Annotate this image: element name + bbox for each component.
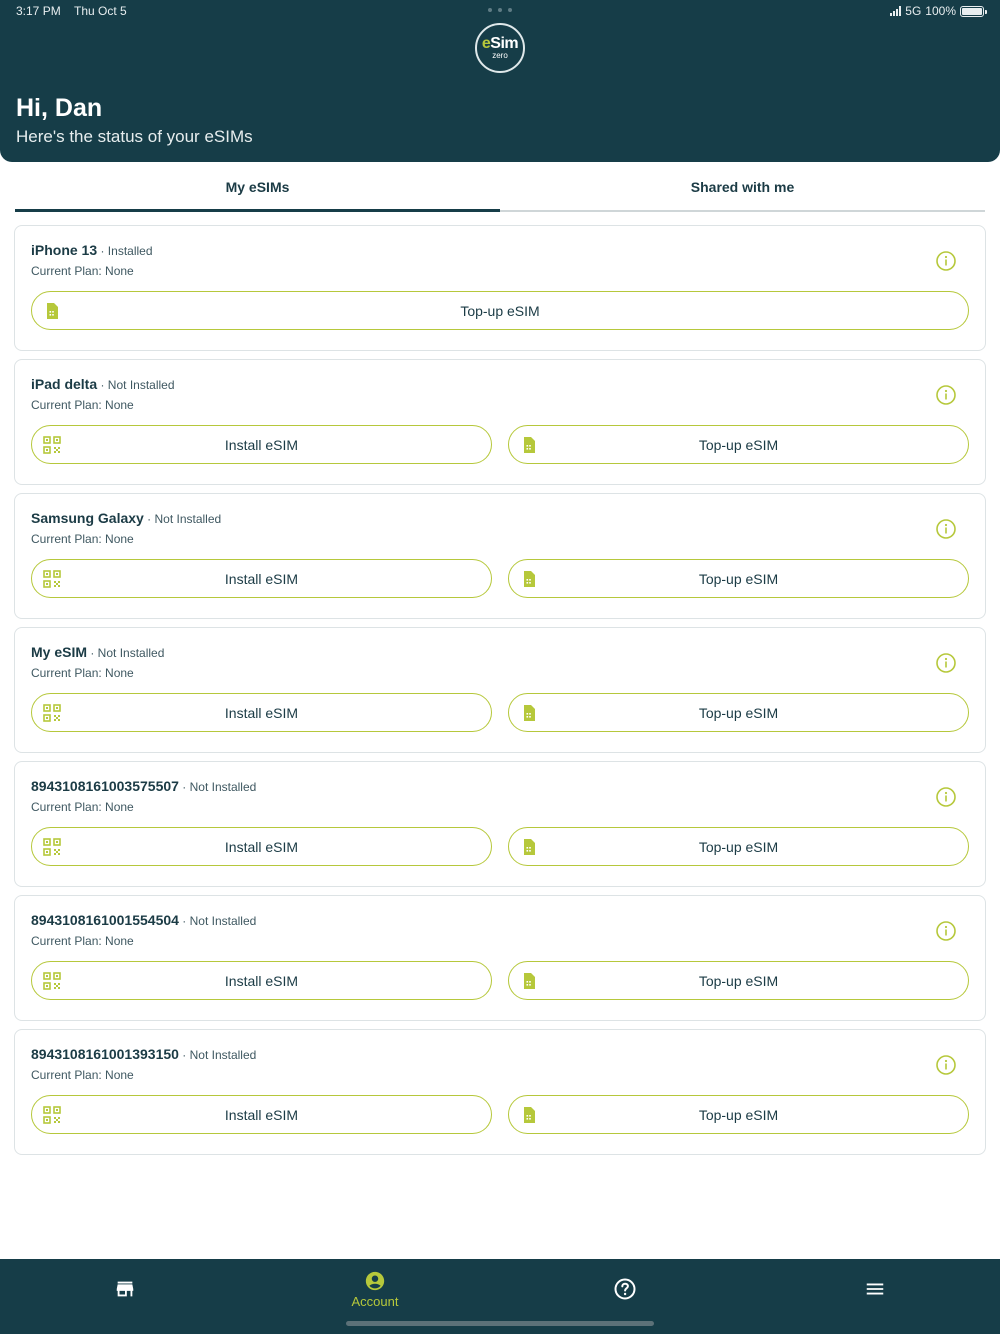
esim-status: · Not Installed xyxy=(97,378,175,392)
status-battery-text: 100% xyxy=(925,4,956,18)
sim-card-icon xyxy=(519,1105,539,1125)
current-plan: Current Plan: None xyxy=(31,1068,134,1082)
greeting-title: Hi, Dan xyxy=(16,94,103,122)
info-icon[interactable] xyxy=(935,920,957,942)
install-esim-button[interactable] xyxy=(31,693,492,732)
battery-fill xyxy=(962,8,982,15)
info-icon[interactable] xyxy=(935,786,957,808)
info-icon[interactable] xyxy=(935,652,957,674)
card-title xyxy=(31,778,256,794)
esim-name: Samsung Galaxy xyxy=(31,510,144,526)
status-right xyxy=(890,4,984,18)
install-esim-button[interactable] xyxy=(31,1095,492,1134)
sim-card-icon xyxy=(519,435,539,455)
topup-esim-label: Top-up eSIM xyxy=(698,570,779,587)
signal-icon xyxy=(890,6,901,16)
install-esim-button[interactable] xyxy=(31,425,492,464)
topup-esim-button[interactable] xyxy=(508,961,969,1000)
esim-card xyxy=(14,225,986,351)
account-icon xyxy=(364,1270,386,1292)
esim-zero-logo xyxy=(475,23,525,73)
card-title xyxy=(31,912,256,928)
install-esim-label: Install eSIM xyxy=(224,436,299,453)
topup-esim-label: Top-up eSIM xyxy=(698,1106,779,1123)
home-indicator[interactable] xyxy=(346,1321,654,1326)
nav-account-label: Account xyxy=(351,1293,399,1309)
status-network: 5G xyxy=(905,4,922,18)
install-esim-label: Install eSIM xyxy=(224,838,299,855)
logo-sim: Sim xyxy=(490,34,519,52)
qr-code-icon xyxy=(42,837,62,857)
esim-status: · Not Installed xyxy=(178,1048,257,1062)
esim-name: 8943108161001393150 xyxy=(31,1046,179,1062)
esim-status: · Not Installed xyxy=(87,646,165,660)
topup-esim-button[interactable] xyxy=(508,1095,969,1134)
sim-card-icon xyxy=(42,301,62,321)
esim-card xyxy=(14,1029,986,1155)
card-title xyxy=(31,242,153,258)
esim-name: iPad delta xyxy=(31,376,98,392)
install-esim-button[interactable] xyxy=(31,961,492,1000)
install-esim-label: Install eSIM xyxy=(224,570,299,587)
logo-e: e xyxy=(481,34,491,52)
esim-status: · Installed xyxy=(97,244,153,258)
topup-esim-label: Top-up eSIM xyxy=(460,302,540,319)
current-plan: Current Plan: None xyxy=(31,800,134,814)
install-esim-label: Install eSIM xyxy=(224,972,299,989)
card-title xyxy=(31,376,175,392)
install-esim-label: Install eSIM xyxy=(224,1106,299,1123)
esim-card xyxy=(14,493,986,619)
topup-esim-label: Top-up eSIM xyxy=(698,436,779,453)
card-title xyxy=(31,1046,256,1062)
status-bar xyxy=(16,4,984,20)
topup-esim-button[interactable] xyxy=(508,559,969,598)
topup-esim-button[interactable] xyxy=(31,291,969,330)
esim-name: 8943108161001554504 xyxy=(31,912,179,928)
status-left xyxy=(16,4,127,18)
topup-esim-button[interactable] xyxy=(508,827,969,866)
help-icon xyxy=(613,1277,637,1301)
esim-name: iPhone 13 xyxy=(31,242,98,258)
greeting-subtitle: Here's the status of your eSIMs xyxy=(16,127,253,146)
esim-tabs xyxy=(15,166,985,212)
info-icon[interactable] xyxy=(935,384,957,406)
qr-code-icon xyxy=(42,435,62,455)
sim-card-icon xyxy=(519,837,539,857)
install-esim-button[interactable] xyxy=(31,559,492,598)
topup-esim-label: Top-up eSIM xyxy=(698,838,779,855)
install-esim-label: Install eSIM xyxy=(224,704,299,721)
esim-card xyxy=(14,761,986,887)
esim-card xyxy=(14,359,986,485)
info-icon[interactable] xyxy=(935,518,957,540)
esim-status: · Not Installed xyxy=(143,512,222,526)
battery-icon xyxy=(960,6,984,17)
nav-help[interactable] xyxy=(500,1259,750,1319)
info-icon[interactable] xyxy=(935,250,957,272)
header xyxy=(0,0,1000,162)
current-plan: Current Plan: None xyxy=(31,264,134,278)
topup-esim-button[interactable] xyxy=(508,425,969,464)
qr-code-icon xyxy=(42,1105,62,1125)
tab-my-esims[interactable]: My eSIMs xyxy=(15,166,500,212)
topup-esim-label: Top-up eSIM xyxy=(698,704,779,721)
qr-code-icon xyxy=(42,971,62,991)
esim-status: · Not Installed xyxy=(178,780,257,794)
tab-shared-with-me[interactable]: Shared with me xyxy=(500,166,985,212)
nav-account[interactable] xyxy=(250,1259,500,1319)
current-plan: Current Plan: None xyxy=(31,934,134,948)
nav-menu[interactable] xyxy=(750,1259,1000,1319)
info-icon[interactable] xyxy=(935,1054,957,1076)
esim-name: My eSIM xyxy=(31,644,88,660)
logo-sub-text: zero xyxy=(492,50,508,60)
qr-code-icon xyxy=(42,569,62,589)
qr-code-icon xyxy=(42,703,62,723)
topup-esim-button[interactable] xyxy=(508,693,969,732)
current-plan: Current Plan: None xyxy=(31,398,134,412)
menu-icon xyxy=(864,1278,886,1300)
status-time: 3:17 PM xyxy=(16,4,61,18)
multitask-dots-icon[interactable] xyxy=(488,8,512,12)
topup-esim-label: Top-up eSIM xyxy=(698,972,779,989)
install-esim-button[interactable] xyxy=(31,827,492,866)
sim-card-icon xyxy=(519,569,539,589)
current-plan: Current Plan: None xyxy=(31,666,134,680)
nav-store[interactable] xyxy=(0,1259,250,1319)
esim-card xyxy=(14,895,986,1021)
sim-card-icon xyxy=(519,703,539,723)
card-title xyxy=(31,644,164,660)
sim-card-icon xyxy=(519,971,539,991)
store-icon xyxy=(114,1278,136,1300)
logo-main-text xyxy=(481,34,519,52)
esim-card xyxy=(14,627,986,753)
esim-status: · Not Installed xyxy=(178,914,257,928)
status-date: Thu Oct 5 xyxy=(74,4,127,18)
card-title xyxy=(31,510,221,526)
esim-name: 8943108161003575507 xyxy=(31,778,179,794)
current-plan: Current Plan: None xyxy=(31,532,134,546)
